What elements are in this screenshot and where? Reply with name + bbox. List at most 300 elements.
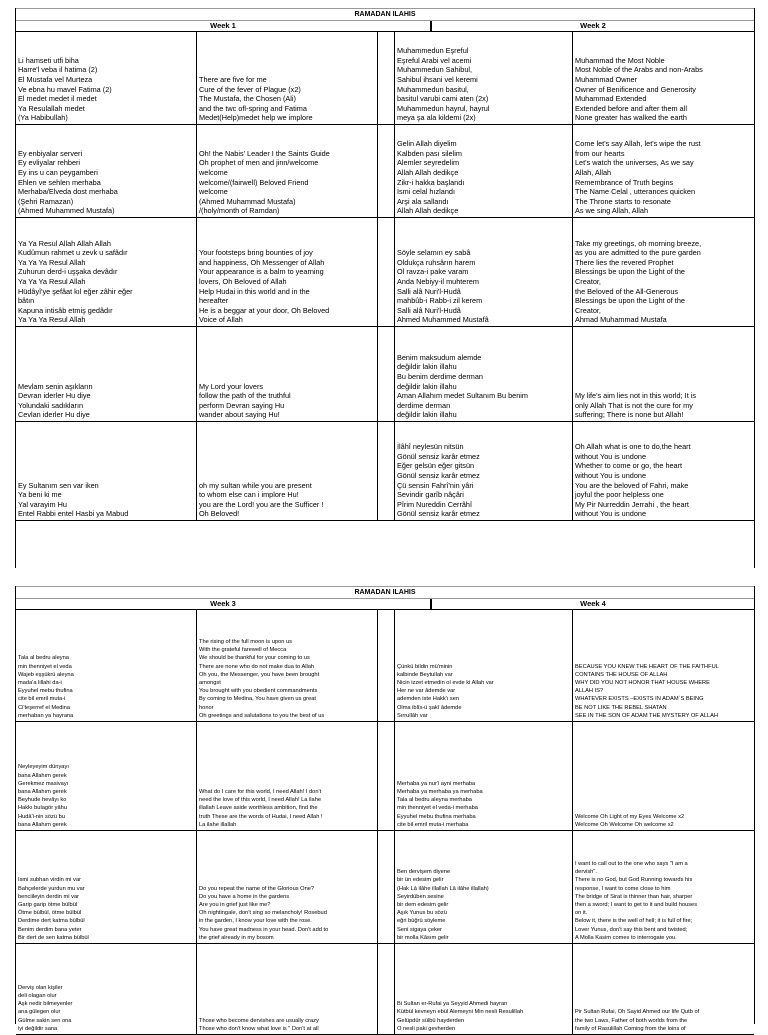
lyric-line: I want to call out to the one who says "I am a (575, 860, 688, 867)
turkish-lyrics-cell (16, 944, 197, 1034)
lyric-line: Wajeb eşşükrü aleyna (18, 671, 74, 678)
lyric-line: Help Hudai in this world and in the (199, 286, 310, 296)
lyric-line: El Mustafa vel Murteza (18, 75, 93, 85)
lyric-line: (Hak Lâ ilâhe illallah Lâ ilâhe illallah) (397, 885, 489, 892)
lyric-line: Gönül sensiz karâr etmez (397, 471, 480, 481)
lyric-line: Zikr-i hakka başlandı (397, 177, 465, 187)
ilahi-sheet-2 (15, 586, 755, 1032)
lyric-line: Zuhurun derd-i uşşaka devâdır (18, 267, 118, 277)
right-week-block (394, 422, 754, 520)
lyric-line: The Name Celal , utterances quicken (575, 187, 696, 197)
lyric-line: Ey enbiyalar serveri (18, 148, 83, 158)
english-translation-cell (573, 422, 754, 520)
turkish-lyrics-cell (16, 722, 197, 830)
lyric-line: hereafter (199, 296, 229, 306)
lyric-line: Blessings be upon the Light of the (575, 296, 685, 306)
right-week-block (394, 944, 754, 1034)
lyric-line: Aman Allahım medet Sultanım Bu benim (397, 391, 529, 401)
lyric-line: Ya Ya Ya Resul Allah (18, 277, 86, 287)
lyric-line: Oh greetings and salutations to you the best of us (199, 712, 325, 719)
lyric-line: My Pir Nurreddin Jerrahi , the heart (575, 499, 689, 509)
turkish-lyrics-cell (395, 944, 573, 1034)
sheet1-rows (16, 32, 754, 521)
lyric-line: then a sword; I want to get to it and build houses (575, 901, 698, 908)
english-translation-cell (573, 722, 754, 830)
ilahi-row (16, 125, 754, 218)
left-week-block (16, 125, 394, 217)
turkish-lyrics-cell (395, 831, 573, 943)
lyric-line: Salli alâ Nuri'l-Hudâ (397, 286, 461, 296)
lyric-line: Kudûmun rahmet u zevk u safâdır (18, 248, 128, 258)
sheet-title: RAMADAN ILAHIS (16, 8, 754, 21)
lyric-line: min thenniyet el veda-i merhaba (397, 805, 478, 812)
lyric-line: Ya Ya Ya Resul Allah (18, 257, 86, 267)
lyric-line: A Molla Kasim comes to interrogate you. (575, 934, 677, 941)
lyric-line: Kalbden pası silelim (397, 148, 462, 158)
lyric-line: Hakkı bulagör yâhu (18, 805, 68, 812)
lyric-line: bir molla Kâsım gelir (397, 934, 449, 941)
week-2-header: Week 2 (580, 21, 606, 30)
english-translation-cell (197, 610, 378, 721)
lyric-line: dervish". (575, 869, 597, 876)
lyric-line: /(holy/month of Ramdan) (199, 206, 280, 216)
lyric-line: kalbinde Beytullah var (397, 671, 453, 678)
lyric-line: Ya Resulallah medet (18, 103, 85, 113)
left-week-block (16, 610, 394, 721)
lyric-line: Bu benim derdime derman (397, 372, 483, 382)
lyric-line: Muhammad the Most Noble (575, 55, 665, 65)
lyric-line: My Lord your lovers (199, 381, 264, 391)
lyric-line: truth These are the words of Hudai, I need Allah ! (199, 813, 323, 820)
lyric-line: Eyyuhel mebu thufina (18, 688, 73, 695)
lyric-line: mahbûb-i Rabb-i zil kerem (397, 296, 483, 306)
lyric-line: to whom else can i implore Hu! (199, 490, 299, 500)
lyric-line: welcome/(fairwell) Beloved Friend (199, 177, 309, 187)
lyric-line: There are five for me (199, 75, 267, 85)
english-translation-cell (573, 218, 754, 326)
lyric-line: Come let's say Allah, let's wipe the rust (575, 139, 701, 149)
lyric-line: Muhammedun hayrul, hayrul (397, 103, 490, 113)
lyric-line: Blessings be upon the Light of the (575, 267, 685, 277)
lyric-line: La ilahe illallah (199, 821, 237, 828)
lyric-line: Oh Beloved! (199, 509, 240, 519)
lyric-line: as you are admitted to the pure garden (575, 248, 701, 258)
lyric-line: Medet(Help)medet help we implore (199, 113, 313, 123)
lyric-line: Sevindir garîb nâçâri (397, 490, 464, 500)
lyric-line: without You is undone (575, 471, 647, 481)
lyric-line: Eşreful Arabi vel acemi (397, 55, 472, 65)
lyric-line: derdime derman (397, 400, 451, 410)
lyric-line: cite bil emril muta-i (18, 696, 66, 703)
left-week-block (16, 422, 394, 520)
lyric-line: Olma iblîs-ü şakî âdemde (397, 704, 462, 711)
lyric-line: Those who become dervishes are usually crazy (199, 1017, 319, 1024)
turkish-lyrics-cell (395, 327, 573, 421)
lyric-line: lovers, Oh Beloved of Allah (199, 277, 287, 287)
lyric-line: (Ahmed Muhammed Mustafa) (18, 206, 115, 216)
lyric-line: Gelüpdür sülbü hayderden (397, 1017, 465, 1024)
lyric-line: The rising of the full moon is upon us (199, 638, 292, 645)
lyric-line: değildir lakin illahu (397, 410, 457, 420)
lyric-line: The Throne starts to resonate (575, 196, 671, 206)
lyric-line: Oh Allah what is one to do,the heart (575, 442, 691, 452)
turkish-lyrics-cell (16, 32, 197, 124)
lyric-line: There is no God, but God Running towards his (575, 877, 693, 884)
lyric-line: Allah, Allah (575, 168, 612, 178)
lyric-line: Neyleyeyim dünyayı (18, 764, 69, 771)
lyric-line: Oh prophet of men and jinn/welcome (199, 158, 319, 168)
lyric-line: follow the path of the truthful (199, 391, 291, 401)
lyric-line: Arşi ala sallandı (397, 196, 449, 206)
ilahi-row (16, 218, 754, 327)
english-translation-cell (197, 944, 378, 1034)
english-translation-cell (197, 327, 378, 421)
lyric-line: wander about saying Hu! (199, 410, 280, 420)
sheet-title: RAMADAN ILAHIS (16, 586, 754, 599)
lyric-line: bana Allahım gerek (18, 788, 67, 795)
lyric-line: only Allah That is not the cure for my (575, 400, 693, 410)
lyric-line: O nesli paki gevherden (397, 1025, 456, 1032)
right-week-block (394, 610, 754, 721)
lyric-line: Derdime dert katma bülbül (18, 918, 85, 925)
lyric-line: BECAUSE YOU KNEW THE HEART OF THE FAITHFUL (575, 663, 719, 670)
lyric-line: Aşık Yunus bu sözü (397, 910, 447, 917)
lyric-line: perform Devran saying Hu (199, 400, 285, 410)
lyric-line: response, I want to come close to him (575, 885, 671, 892)
lyric-line: bir dem edesim gelir (397, 901, 449, 908)
lyric-line: Her ne var âdemde var (397, 688, 456, 695)
lyric-line: merhaban ya hayrana (18, 712, 74, 719)
lyric-line: (Ahmed Muhammad Mustafa) (199, 196, 296, 206)
lyric-line: Çü sensin Fahrî'nin yâri (397, 480, 474, 490)
lyric-line: Merhaba ya merhaba ya merhaba (397, 788, 483, 795)
lyric-line: Muhammad Owner (575, 75, 638, 85)
ilahi-row (16, 722, 754, 831)
lyric-line: Kapuna intisâb etmiş gedâdır (18, 305, 113, 315)
lyric-line: deli olagan olur (18, 992, 57, 999)
lyric-line: değildir lakin illahu (397, 381, 457, 391)
english-translation-cell (197, 831, 378, 943)
english-translation-cell (197, 125, 378, 217)
lyric-line: Söyle selamın ey sabâ (397, 248, 471, 258)
lyric-line: Ötme bülbül, ötme bülbül (18, 910, 82, 917)
lyric-line: ademden iste Hakk'ı sen (397, 696, 460, 703)
turkish-lyrics-cell (395, 32, 573, 124)
lyric-line: You are the beloved of Fahri, make (575, 480, 689, 490)
lyric-line: meya şa ala kildemi (2x) (397, 113, 476, 123)
lyric-line: El medet medet il medet (18, 94, 97, 104)
sheet2-rows (16, 610, 754, 1035)
lyric-line: Muhammad Extended (575, 94, 647, 104)
lyric-line: Gülme sakin sen ona (18, 1017, 72, 1024)
lyric-line: Below it, there is the well of hell; it is full of fire; (575, 918, 693, 925)
right-week-block (394, 32, 754, 124)
lyric-line: Those who don't know what love is " Don't at all (199, 1025, 319, 1032)
lyric-line: Alemler seyredelim (397, 158, 460, 168)
lyric-line: Sırrullâh var (397, 712, 428, 719)
right-week-block (394, 327, 754, 421)
lyric-line: welcome (199, 187, 228, 197)
lyric-line: bir ün edesim gelir (397, 877, 444, 884)
lyric-line: Voice of Allah (199, 315, 243, 325)
lyric-line: değildir lakin illahu (397, 362, 457, 372)
lyric-line: Merhaba/Elveda dost merhaba (18, 187, 118, 197)
lyric-line: Ey evliyalar rehberi (18, 158, 81, 168)
lyric-line: The bridge of Sirat is thinner than hair, sharper (575, 893, 693, 900)
lyric-line: honor (199, 704, 214, 711)
lyric-line: bâtın (18, 296, 35, 306)
week-header-row (16, 21, 754, 32)
lyric-line: Muhammedun basitul, (397, 84, 469, 94)
lyric-line: the Beloved of the All-Generous (575, 286, 679, 296)
turkish-lyrics-cell (395, 722, 573, 830)
lyric-line: İsmi celal hızlandı (397, 187, 455, 197)
lyric-line: iyi değildir sana (18, 1025, 58, 1032)
lyric-line: Ey ins u can peygamberi (18, 168, 98, 178)
lyric-line: Creator, (575, 277, 601, 287)
ilahi-row (16, 944, 754, 1035)
lyric-line: Devran iderler Hu diye (18, 391, 91, 401)
lyric-line: (Şehri Ramazan) (18, 196, 74, 206)
turkish-lyrics-cell (395, 218, 573, 326)
lyric-line: BE NOT LIKE THE REBEL SHATAN (575, 704, 667, 711)
right-week-block (394, 831, 754, 943)
lyric-line: Oh nightingale, don't sing so melancholy! Rosebud (199, 910, 327, 917)
lyric-line: Bi Sultan er-Rufai ya Seyyid Ahmedi hayran (397, 1001, 508, 1008)
lyric-line: in the garden, I know your love with the rose. (199, 918, 312, 925)
lyric-line: There lies the revered Prophet (575, 257, 674, 267)
lyric-line: Yal varayim Hu (18, 499, 67, 509)
lyric-line: Allah Allah dedikçe (397, 206, 459, 216)
ilahi-row (16, 422, 754, 521)
lyric-line: He is a beggar at your door, Oh Beloved (199, 305, 330, 315)
week-1-header: Week 1 (16, 21, 432, 31)
lyric-line: Owner of Benificence and Generosity (575, 84, 696, 94)
lyric-line: Ey Sultanım sen var iken (18, 480, 99, 490)
week-4-header: Week 4 (580, 599, 606, 608)
turkish-lyrics-cell (395, 125, 573, 217)
lyric-line: None greater has walked the earth (575, 113, 687, 123)
lyric-line: Yolundaki sadıkların (18, 400, 84, 410)
lyric-line: ALLAH IS? (575, 688, 604, 695)
lyric-line: Ya beni ki me (18, 490, 62, 500)
turkish-lyrics-cell (16, 422, 197, 520)
right-week-block (394, 218, 754, 326)
lyric-line: joyful the poor helpless one (575, 490, 664, 500)
lyric-line: Beyhude hevâyı ko (18, 797, 67, 804)
lyric-line: Do you repeat the name of the Glorious One? (199, 885, 315, 892)
lyric-line: Eğer gelsün eğer gitsün (397, 461, 475, 471)
week-header-row (16, 599, 754, 610)
lyric-line: Pîrim Nureddin Cerrâhî (397, 499, 473, 509)
lyric-line: oh my sultan while you are present (199, 480, 312, 490)
lyric-line: Çünkü bildin mü'minin (397, 663, 453, 670)
ilahi-row (16, 327, 754, 422)
lyric-line: amongst (199, 679, 221, 686)
left-week-block (16, 944, 394, 1034)
lyric-line: With the grateful farewell of Mecca (199, 647, 287, 654)
lyric-line: Ben dervişem diyene (397, 869, 451, 876)
lyric-line: mada'a lillahi da-i (18, 679, 62, 686)
lyric-line: Ci'teşerref el Medina (18, 704, 70, 711)
lyric-line: Cevlan iderler Hu diye (18, 410, 90, 420)
lyric-line: Merhaba ya nur'i ayni merhaba (397, 780, 476, 787)
lyric-line: Li hamseti utfi biha (18, 55, 79, 65)
lyric-line: WHATEVER EXISTS –EXISTS IN ADAM`S BEING (575, 696, 704, 703)
lyric-line: need the love of this world, I need Allah! La ilahe (199, 797, 322, 804)
ilahi-row (16, 32, 754, 125)
lyric-line: As we sing Allah, Allah (575, 206, 649, 216)
lyric-line: benciileyin derdin mi var (18, 893, 80, 900)
lyric-line: Aşk nedir bilmeyenler (18, 1001, 73, 1008)
lyric-line: SEE IN THE SON OF ADAM THE MYSTERY OF ALLAH (575, 712, 719, 719)
lyric-line: Hüdâyî'ye şefâat kıl eğer zâhir eğer (18, 286, 133, 296)
lyric-line: Whether to come or go, the heart (575, 461, 683, 471)
lyric-line: Ol ravza-i pake varam (397, 267, 469, 277)
lyric-line: Muhammedun Sahibul, (397, 65, 473, 75)
lyric-line: without You is undone (575, 451, 647, 461)
lyric-line: By coming to Medina, You have given us great (199, 696, 316, 703)
turkish-lyrics-cell (16, 125, 197, 217)
english-translation-cell (573, 32, 754, 124)
lyric-line: CONTAINS THE HOUSE OF ALLAH (575, 671, 668, 678)
english-translation-cell (197, 32, 378, 124)
turkish-lyrics-cell (16, 610, 197, 721)
lyric-line: suffering; There is none but Allah! (575, 410, 684, 420)
lyric-line: Gönül sensiz karâr etmez (397, 451, 480, 461)
lyric-line: Let's watch the universes, As we say (575, 158, 694, 168)
lyric-line: Pir Sultan Rufai, Oh Sayid Ahmed our life Qutb of (575, 1009, 700, 1016)
lyric-line: basitul varubi cami aten (2x) (397, 94, 489, 104)
lyric-line: Extended before and after them all (575, 103, 687, 113)
lyric-line: Benim maksudum alemde (397, 352, 482, 362)
lyric-line: Allah Allah dedikçe (397, 168, 459, 178)
lyric-line: Mevlam senin aşıkların (18, 381, 93, 391)
lyric-line: Garip garip ötme bülbül (18, 901, 78, 908)
lyric-line: Take my greetings, oh morning breeze, (575, 238, 702, 248)
lyric-line: Nicin izzet etmedin ol evde ki Allah var (397, 679, 494, 686)
turkish-lyrics-cell (395, 610, 573, 721)
lyric-line: Ismi subhan virdin mi var (18, 877, 81, 884)
lyric-line: Harre'l veba il hatima (2) (18, 65, 98, 75)
right-week-block (394, 722, 754, 830)
left-week-block (16, 32, 394, 124)
lyric-line: The Mustafa, the Chosen (Ali) (199, 94, 296, 104)
left-week-block (16, 831, 394, 943)
lyric-line: the two Laws, Father of both worlds from the (575, 1017, 688, 1024)
lyric-line: Kütbül kevneyn ebül Alemeyni Min nesli Resulillah (397, 1009, 524, 1016)
lyric-line: Cure of the fever of Plague (x2) (199, 84, 301, 94)
lyric-line: Derviş olan kişiler (18, 984, 63, 991)
lyric-line: Remembrance of Truth begins (575, 177, 674, 187)
lyric-line: WHY DID YOU NOT HONOR THAT HOUSE WHERE (575, 679, 710, 686)
lyric-line: Ve ebna hu mavel Fatima (2) (18, 84, 112, 94)
turkish-lyrics-cell (16, 218, 197, 326)
lyric-line: Creator, (575, 305, 601, 315)
lyric-line: cite bil emril muta-i merhaba (397, 821, 469, 828)
lyric-line: Oh! the Nabis' Leader I the Saints Guide (199, 148, 330, 158)
lyric-line: There are none who do not make dua to Allah (199, 663, 315, 670)
english-translation-cell (573, 944, 754, 1034)
lyric-line: Seyirdüben sesine (397, 893, 444, 900)
english-translation-cell (197, 422, 378, 520)
lyric-line: Do you have a home in the gardens (199, 893, 290, 900)
lyric-line: Muhammedun Eşreful (397, 46, 469, 56)
lyric-line: and happiness, Oh Messenger of Allah (199, 257, 325, 267)
lyric-line: Ahmad Muhammad Mustafa (575, 315, 667, 325)
lyric-line: Your footsteps bring bounties of joy (199, 248, 313, 258)
lyric-line: Welcome Oh Welcome Oh welcome x2 (575, 821, 674, 828)
lyric-line: Lover Yunus, don't say this bent and twisted; (575, 926, 688, 933)
lyric-line: the grief already in my bosom (199, 934, 274, 941)
turkish-lyrics-cell (16, 831, 197, 943)
lyric-line: Hudâ'i-nin sözü bu (18, 813, 65, 820)
english-translation-cell (197, 722, 378, 830)
lyric-line: Ehlen ve sehlen merhaba (18, 177, 101, 187)
lyric-line: and the twc ofl-spring and Fatima (199, 103, 307, 113)
right-week-block (394, 125, 754, 217)
lyric-line: My life's aim lies not in this world; It is (575, 391, 697, 401)
lyric-line: Most Noble of the Arabs and non-Arabs (575, 65, 703, 75)
lyric-line: welcome (199, 168, 228, 178)
lyric-line: Tala al bedru aleyna (18, 655, 69, 662)
lyric-line: Anda Nebiyy-il muhterem (397, 277, 479, 287)
lyric-line: Benim derdim bana yeter (18, 926, 82, 933)
lyric-line: Eyyuhel mebu thufina merhaba (397, 813, 476, 820)
lyric-line: family of Rasulillah Coming from the loins of (575, 1025, 686, 1032)
english-translation-cell (573, 610, 754, 721)
english-translation-cell (197, 218, 378, 326)
lyric-line: Tala al bedru aleyna merhaba (397, 797, 472, 804)
lyric-line: Ya Ya Ya Resul Allah (18, 315, 86, 325)
lyric-line: Ahmed Muhammed Mustafâ (397, 315, 489, 325)
lyric-line: ana gülegen olur (18, 1009, 61, 1016)
lyric-line: Salli alâ Nuri'l-Hudâ (397, 305, 461, 315)
english-translation-cell (573, 327, 754, 421)
turkish-lyrics-cell (395, 422, 573, 520)
lyric-line: without You is undone (575, 509, 647, 519)
lyric-line: Oldukça ruhsârın harem (397, 257, 476, 267)
lyric-line: What do I care for this world, I need Allah! I don't (199, 788, 322, 795)
english-translation-cell (573, 831, 754, 943)
lyric-line: Gerekmez masivayı (18, 780, 69, 787)
lyric-line: Gönül sensiz karâr etmez (397, 509, 480, 519)
left-week-block (16, 218, 394, 326)
lyric-line: Are you in grief just like me? (199, 901, 271, 908)
lyric-line: Gelin Allah diyelim (397, 139, 457, 149)
lyric-line: Bir dert de sen katma bülbül (18, 934, 89, 941)
ilahi-row (16, 831, 754, 944)
lyric-line: bana Allahım gerek (18, 821, 67, 828)
ilahi-row (16, 610, 754, 722)
lyric-line: Bahçelerde yurdun mu var (18, 885, 85, 892)
week-3-header: Week 3 (16, 599, 432, 609)
left-week-block (16, 327, 394, 421)
lyric-line: You have great madness in your head. Don't add to (199, 926, 329, 933)
lyric-line: illallah Leave aside worthless ambition, find the (199, 805, 318, 812)
lyric-line: Sahibul ihsani vel keremi (397, 75, 478, 85)
turkish-lyrics-cell (16, 327, 197, 421)
lyric-line: Your appearance is a balm to yearning (199, 267, 324, 277)
ilahi-sheet-1 (15, 8, 755, 568)
lyric-line: from our hearts (575, 148, 625, 158)
lyric-line: Entel Rabbi entel Hasbi ya Mabud (18, 509, 129, 519)
english-translation-cell (573, 125, 754, 217)
lyric-line: Oh you, the Messenger, you have been brought (199, 671, 320, 678)
lyric-line: bana Allahım gerek (18, 772, 67, 779)
lyric-line: min thenniyet el veda (18, 663, 72, 670)
lyric-line: You brought with you obedient commandments (199, 688, 318, 695)
